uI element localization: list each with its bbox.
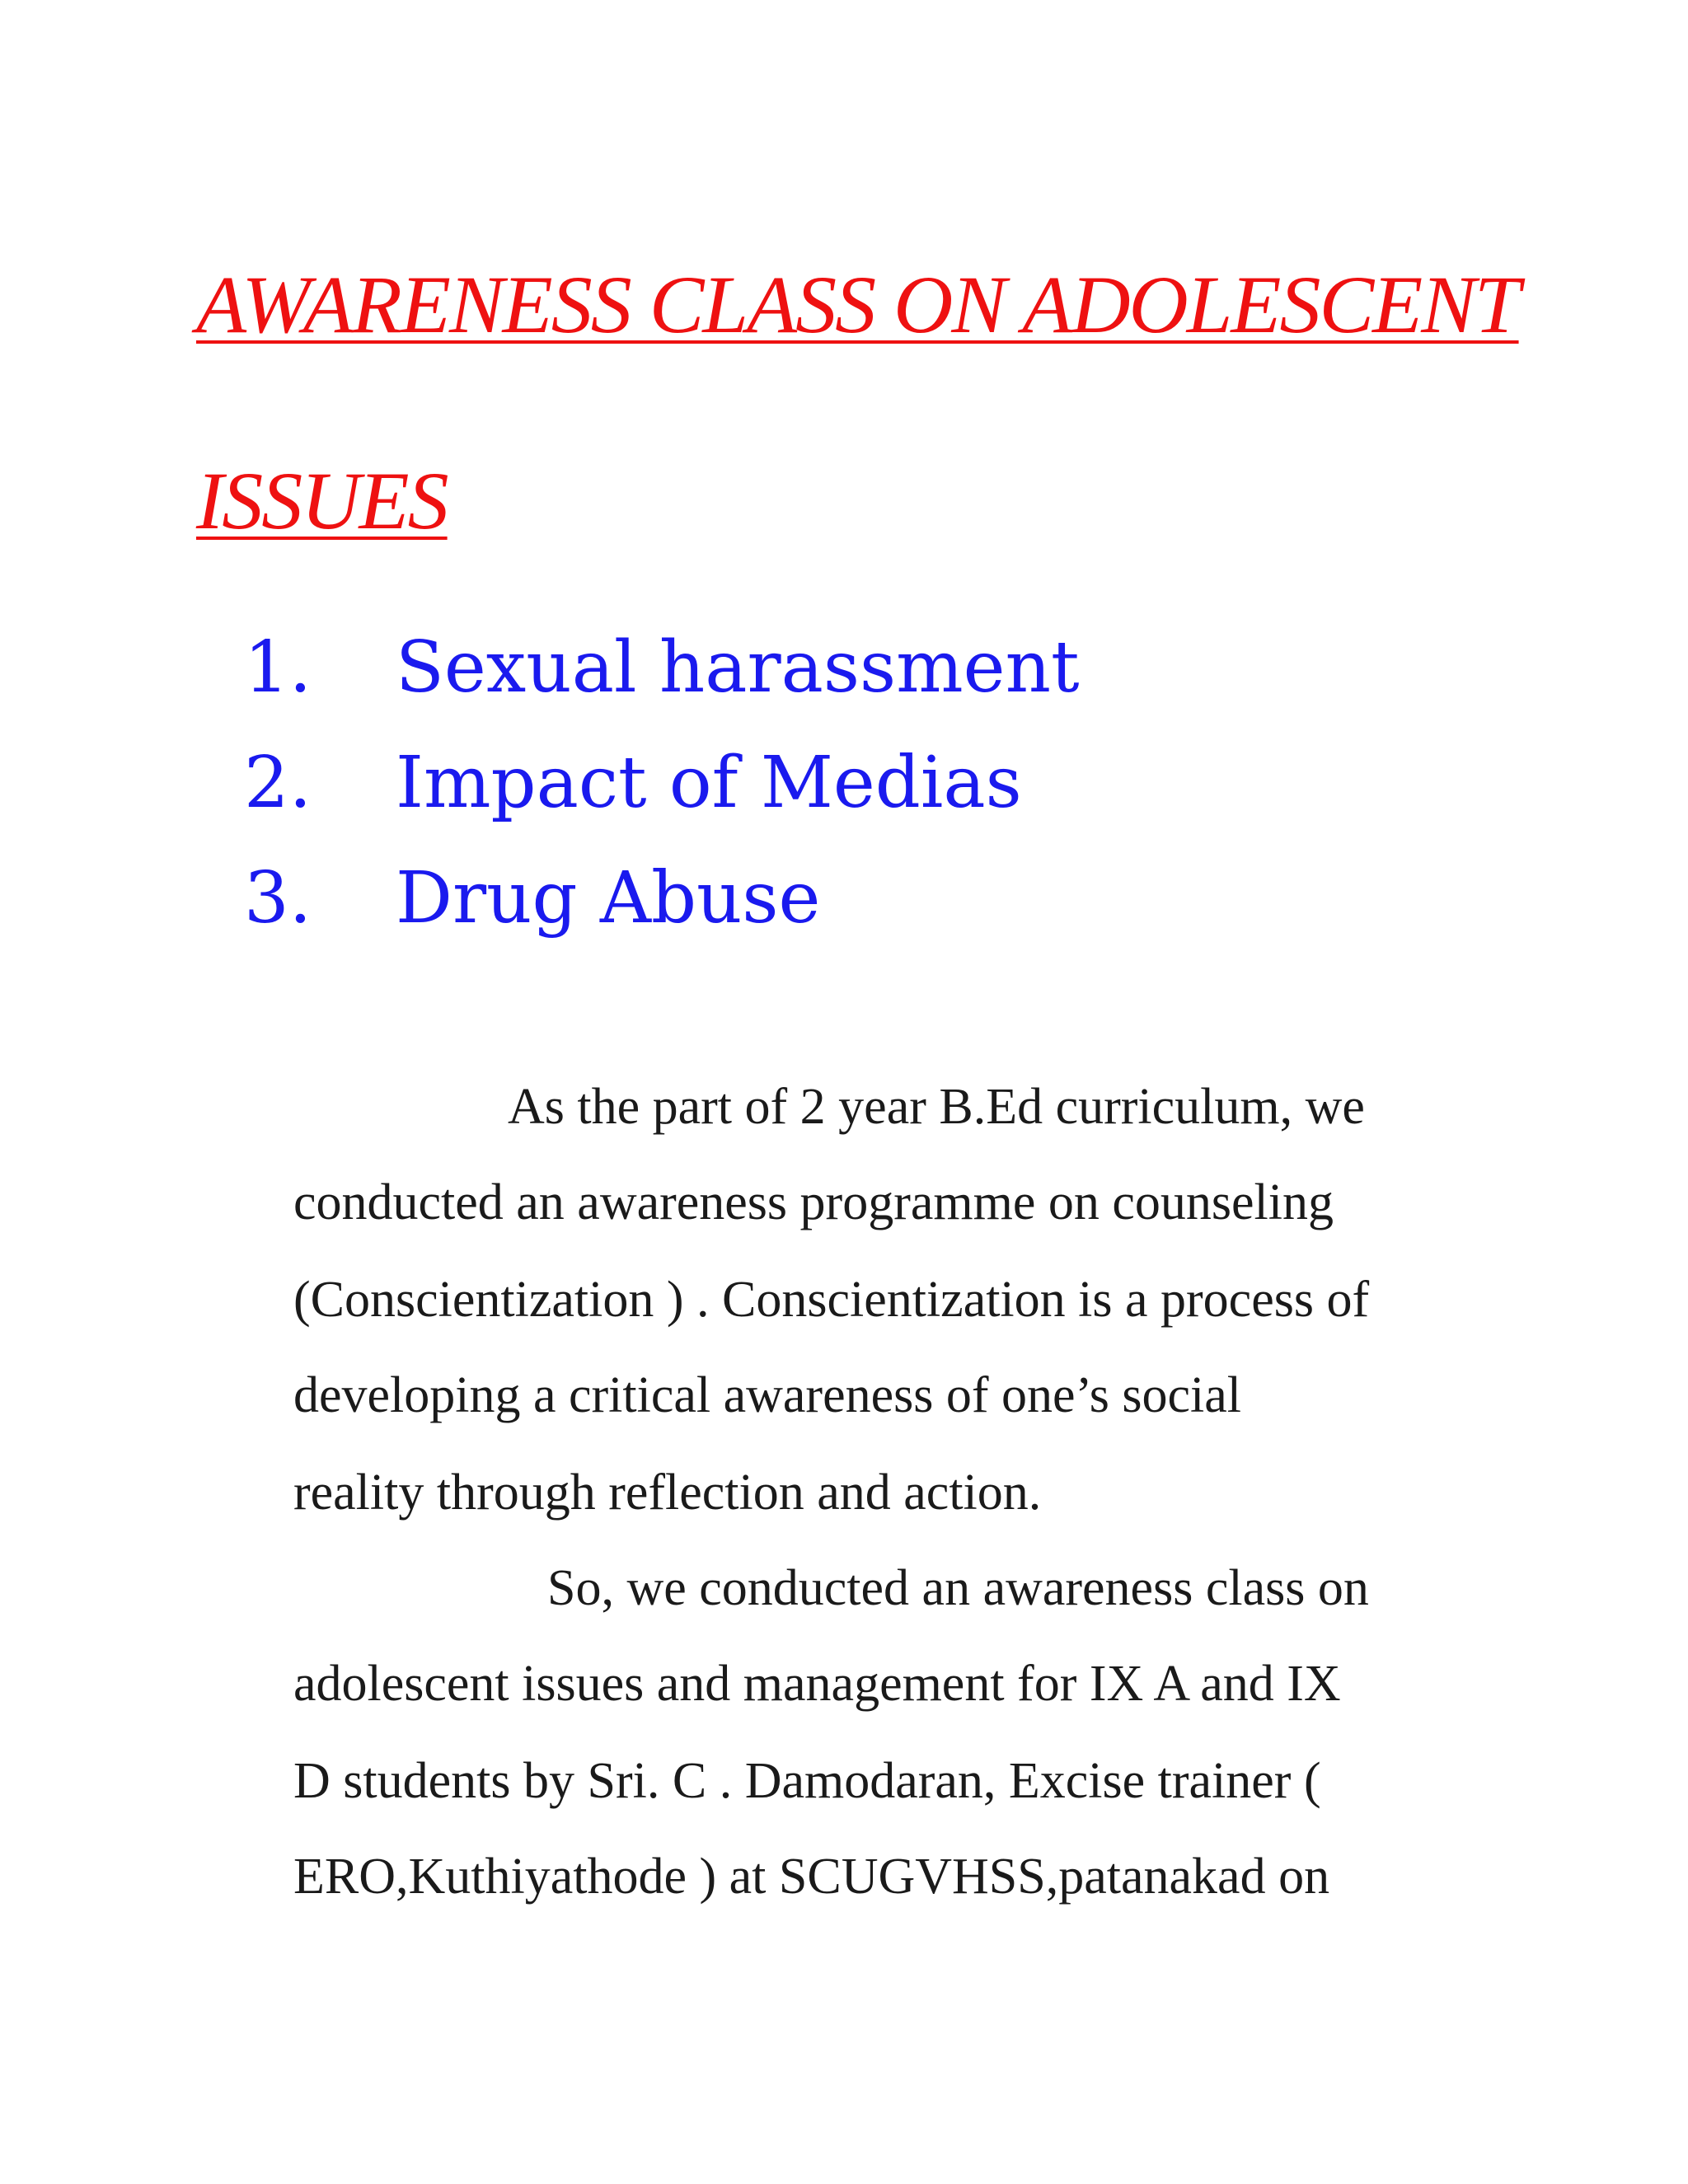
topic-number: 1. xyxy=(244,626,312,709)
body-line-3: (Conscientization ) . Conscientization is a process of xyxy=(293,1272,1370,1328)
body-line-9: ERO,Kuthiyathode ) at SCUGVHSS,patanakad on xyxy=(293,1849,1330,1905)
body-line-6: So, we conducted an awareness class on xyxy=(547,1560,1369,1616)
topic-item xyxy=(244,725,1080,841)
topic-number: 2. xyxy=(244,742,312,824)
topic-item xyxy=(244,610,1080,725)
topic-item xyxy=(244,841,1080,956)
body-line-1: As the part of 2 year B.Ed curriculum, we xyxy=(508,1079,1365,1135)
topic-number: 3. xyxy=(244,857,312,940)
topic-label: Sexual harassment xyxy=(396,626,1080,709)
topic-label: Drug Abuse xyxy=(396,857,821,940)
document-title-line-2: ISSUES xyxy=(196,455,448,546)
document-title-line-1: AWARENESS CLASS ON ADOLESCENT xyxy=(196,259,1519,350)
topics-list xyxy=(244,610,1080,956)
body-line-4: developing a critical awareness of one’s social xyxy=(293,1367,1241,1423)
body-line-5: reality through reflection and action. xyxy=(293,1465,1042,1521)
body-line-2: conducted an awareness programme on counseling xyxy=(293,1174,1334,1230)
body-line-8: D students by Sri. C . Damodaran, Excise trainer ( xyxy=(293,1753,1321,1809)
body-line-7: adolescent issues and management for IX A and IX xyxy=(293,1656,1341,1712)
topic-label: Impact of Medias xyxy=(396,742,1022,824)
